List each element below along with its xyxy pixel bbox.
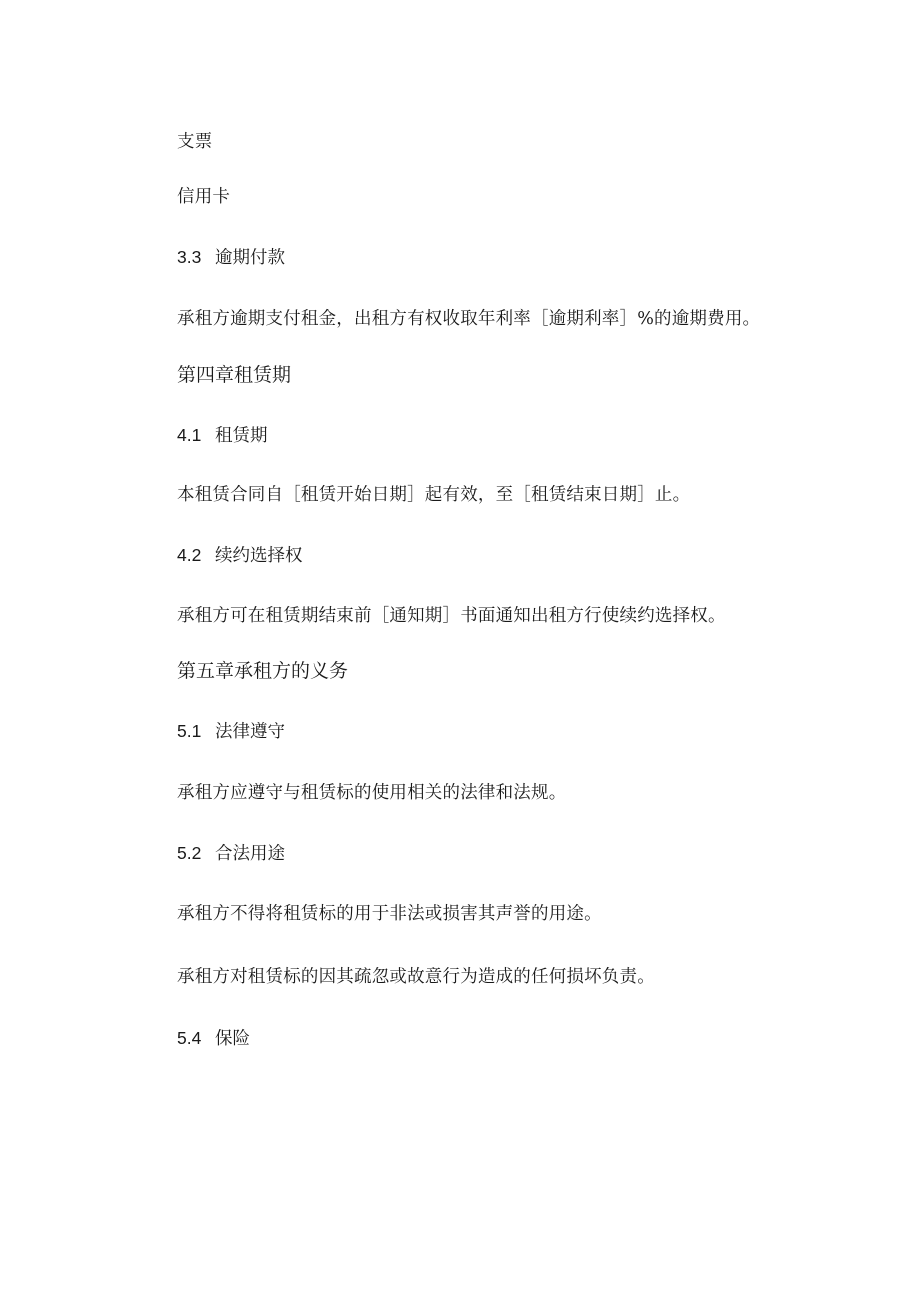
chapter-heading-5: 第五章承租方的义务 bbox=[177, 660, 349, 682]
section-number: 4.1 bbox=[177, 425, 202, 445]
paragraph-legal-compliance: 承租方应遵守与租赁标的使用相关的法律和法规。 bbox=[177, 783, 567, 803]
section-title: 租赁期 bbox=[215, 426, 268, 446]
paragraph-late-payment: 承租方逾期支付租金，出租方有权收取年利率［逾期利率］%的逾期费用。 bbox=[177, 309, 761, 329]
section-heading-5-4 bbox=[177, 1030, 250, 1049]
section-title: 合法用途 bbox=[215, 844, 285, 864]
payment-method-cheque: 支票 bbox=[177, 132, 213, 152]
section-heading-4-2 bbox=[177, 547, 303, 566]
section-title: 法律遵守 bbox=[215, 722, 285, 742]
section-number: 5.4 bbox=[177, 1028, 202, 1048]
payment-method-credit-card: 信用卡 bbox=[177, 187, 231, 207]
paragraph-lease-term: 本租赁合同自［租赁开始日期］起有效，至［租赁结束日期］止。 bbox=[177, 485, 691, 505]
section-heading-3-3 bbox=[177, 249, 285, 268]
section-heading-4-1 bbox=[177, 427, 268, 446]
section-title: 保险 bbox=[215, 1029, 250, 1049]
section-title: 续约选择权 bbox=[215, 546, 303, 566]
section-number: 5.1 bbox=[177, 721, 202, 741]
section-title: 逾期付款 bbox=[215, 248, 285, 268]
section-number: 3.3 bbox=[177, 247, 202, 267]
section-number: 4.2 bbox=[177, 545, 202, 565]
section-heading-5-2 bbox=[177, 845, 285, 864]
section-number: 5.2 bbox=[177, 843, 202, 863]
paragraph-renewal-option: 承租方可在租赁期结束前［通知期］书面通知出租方行使续约选择权。 bbox=[177, 606, 726, 626]
paragraph-lawful-use: 承租方不得将租赁标的用于非法或损害其声誉的用途。 bbox=[177, 904, 602, 924]
section-heading-5-1 bbox=[177, 723, 285, 742]
paragraph-damage-liability: 承租方对租赁标的因其疏忽或故意行为造成的任何损坏负责。 bbox=[177, 967, 655, 987]
chapter-heading-4: 第四章租赁期 bbox=[177, 364, 292, 386]
